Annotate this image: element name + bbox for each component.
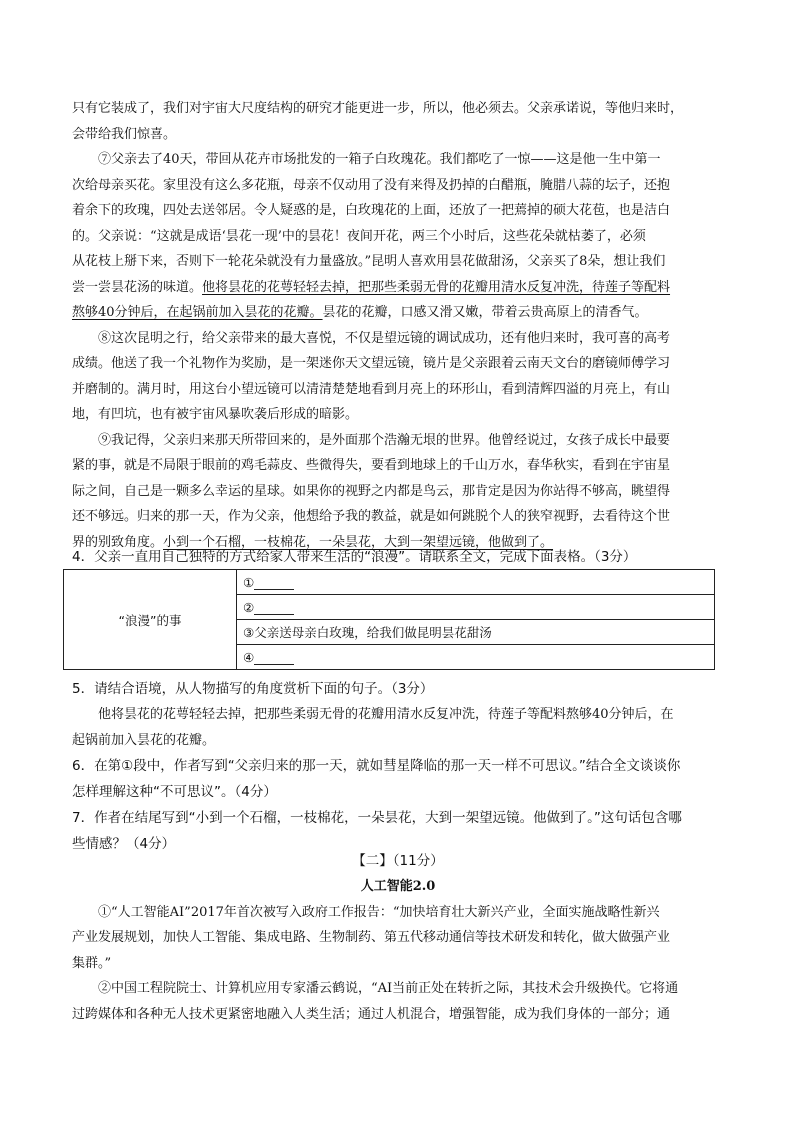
quoted-sentence: 他将昙花的花萼轻轻去掉，把那些柔弱无骨的花瓣用清水反复冲洗，待莲子等配料熬够40分钟后，在 [98, 707, 674, 722]
plain-text: 昙花的花瓣，口感又滑又嫩，带着云贵高原上的清香气。 [322, 305, 648, 320]
story-block-top [72, 96, 724, 555]
answer-blank[interactable] [254, 600, 294, 615]
section-header: 【二】（11分） [352, 853, 444, 869]
paragraph-7-line: 从花枝上掰下来，否则下一轮花朵就没有力量盛放。”昆明人喜欢用昙花做甜汤，父亲买了8朵，想让我们 [72, 254, 666, 269]
question-text: 7．作者在结尾写到“小到一个石榴，一枝棉花，一朵昙花，大到一架望远镜。他做到了。”这句话包含哪 [72, 810, 682, 826]
section-2 [72, 848, 724, 1027]
question-text: 4．父亲一直用自己独特的方式给家人带来生活的“浪漫”。请联系全文，完成下面表格。（3分） [72, 549, 637, 565]
section-title: 人工智能2.0 [360, 879, 436, 894]
paragraph-7-line: 着余下的玫瑰，四处去送邻居。令人疑惑的是，白玫瑰花的上面，还放了一把蔫掉的硕大花苞，也是洁白 [72, 203, 671, 218]
table-answer-cell[interactable] [237, 570, 715, 595]
paragraph-8-line: 成绩。他送了我一个礼物作为奖励，是一架迷你天文望远镜，镜片是父亲跟着云南天文台的磨镜师傅学习 [72, 356, 671, 371]
paragraph-7-line [72, 300, 724, 326]
quoted-sentence: 起锅前加入昙花的花瓣。 [72, 732, 216, 748]
row-number: ④ [243, 649, 255, 665]
answer-blank[interactable] [254, 650, 294, 665]
paragraph-9-line: 还不够远。归来的那一天，作为父亲，他想给予我的教益，就是如何跳脱个人的狭窄视野，去看待这个世 [72, 509, 671, 524]
underlined-text: 他将昙花的花萼轻轻去掉，把那些柔弱无骨的花瓣用清水反复冲洗，待莲子等配料 [202, 279, 671, 295]
paragraph-line: ②中国工程院院士、计算机应用专家潘云鹤说，“AI当前正处在转折之际，其技术会升级换代。它将通 [98, 981, 679, 996]
paragraph-8-line: 并磨制的。满月时，用这台小望远镜可以清清楚楚地看到月亮上的环形山，看到清辉四溢的月亮上，有山 [72, 381, 671, 397]
paragraph-line: 过跨媒体和各种无人技术更紧密地融入人类生活；通过人机混合，增强智能，成为我们身体的一部分；通 [72, 1006, 671, 1022]
paragraph-8-line: ⑧这次昆明之行，给父亲带来的最大喜悦，不仅是望远镜的调试成功，还有他归来时，我可喜的高考 [98, 330, 671, 346]
paragraph-line: ①“人工智能AI”2017年首次被写入政府工作报告：“加快培育壮大新兴产业，全面实施战略性新兴 [98, 904, 660, 920]
underlined-text: 小到一个石榴，一枝棉花，一朵昙花，大到一架望远镜，他做到了。 [163, 534, 554, 550]
row-number: ① [243, 574, 255, 590]
question-text: 6．在第①段中，作者写到“父亲归来的那一天，就如彗星降临的那一天一样不可思议。”结合全文谈谈你 [72, 758, 681, 774]
plain-text: 界的别致角度。 [72, 534, 164, 550]
paragraph-7-line: ⑦父亲去了40天，带回从花卉市场批发的一箱子白玫瑰花。我们都吃了一惊——这是他一生中第一 [98, 152, 661, 167]
paragraph-line: 会带给我们惊喜。 [72, 126, 177, 142]
question-4 [72, 544, 724, 570]
table-answer-cell[interactable] [237, 595, 715, 620]
question-text: 怎样理解这种“不可思议”。（4分） [72, 784, 277, 800]
question-text: 些情感？（4分） [72, 836, 176, 852]
table-answer-cell[interactable] [237, 645, 715, 670]
question-text: 5．请结合语境，从人物描写的角度赏析下面的句子。（3分） [72, 681, 434, 697]
paragraph-line: 产业发展规划，加快人工智能、集成电路、生物制药、第五代移动通信等技术研发和转化，做大做强产业 [72, 930, 671, 945]
row-number: ② [243, 599, 255, 615]
paragraph-9-line: 际之间，自己是一颗多么幸运的星球。如果你的视野之内都是鸟云，那肯定是因为你站得不够高，眺望得 [72, 483, 671, 499]
romance-table [63, 569, 715, 670]
underlined-text: 熬够40分钟后，在起锅前加入昙花的花瓣。 [72, 305, 323, 320]
table-label-cell: “浪漫”的事 [64, 570, 237, 670]
table-answer-cell: ③父亲送母亲白玫瑰，给我们做昆明昙花甜汤 [237, 620, 715, 645]
plain-text: 尝一尝昙花汤的味道。 [72, 279, 203, 295]
paragraph-8-line: 地，有凹坑，也有被宇宙风暴吹袭后形成的暗影。 [72, 407, 359, 422]
paragraph-7-line [72, 275, 724, 301]
paragraph-line: 只有它装成了，我们对宇宙大尺度结构的研究才能更进一步，所以，他必须去。父亲承诺说，等他归来时， [72, 101, 684, 116]
answer-blank[interactable] [254, 575, 294, 590]
paragraph-9-line: 紧的事，就是不局限于眼前的鸡毛蒜皮、些微得失，要看到地球上的千山万水，春华秋实，看到在宇宙星 [72, 458, 671, 473]
paragraph-9-line: ⑨我记得，父亲归来那天所带回来的，是外面那个浩瀚无垠的世界。他曾经说过，女孩子成长中最要 [98, 432, 671, 448]
paragraph-7-line: 次给母亲买花。家里没有这么多花瓶，母亲不仅动用了没有来得及扔掉的白醋瓶，腌腊八蒜的坛子，还抱 [72, 177, 671, 193]
table-row [64, 570, 715, 595]
questions-5-7 [72, 676, 724, 857]
paragraph-line: 集群。” [72, 955, 112, 971]
paragraph-7-line: 的。父亲说：“这就是成语‘昙花一现’中的昙花！夜间开花，两三个小时后，这些花朵就枯萎了，必须 [72, 228, 646, 244]
